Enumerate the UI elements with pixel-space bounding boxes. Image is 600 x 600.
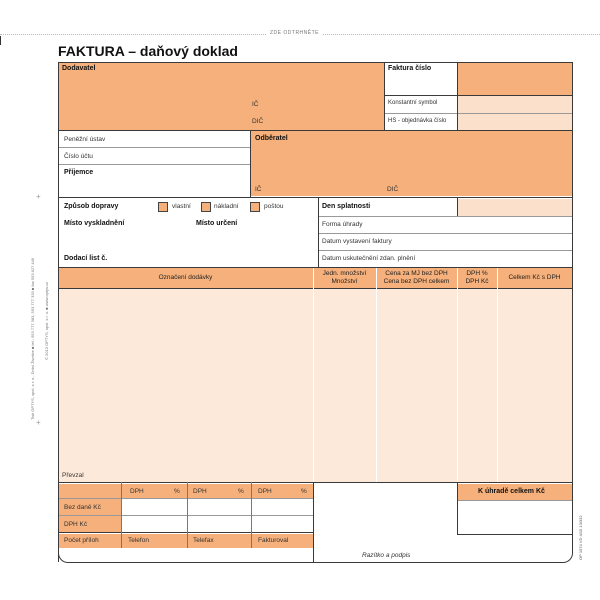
delivery-note-label: Dodací list č. [64,255,108,262]
rule [58,267,572,268]
invoice-number-label: Faktura číslo [388,65,432,72]
vat-row-vat-label: DPH Kč [64,521,88,528]
transport-checkbox-own[interactable] [158,202,168,212]
rule [58,515,313,516]
rule [384,113,572,114]
rule [318,197,319,268]
col-divider [457,268,458,482]
customer-label: Odběratel [255,135,288,142]
supplier-ic-label: IČ [252,101,259,108]
rule [251,482,252,548]
rule [458,534,572,535]
rule [58,164,250,165]
stamp-signature-area[interactable] [314,484,457,550]
vat-col1-pct: % [174,488,180,495]
col-price-2: Cena bez DPH celkem [383,278,450,285]
col-divider [313,268,314,482]
vat-base-1-field[interactable] [122,499,187,515]
plus-mark-bottom: + [36,418,41,427]
taxable-date-label: Datum uskutečnění zdan. plnění [322,255,416,262]
col-vat-2: DPH Kč [465,278,489,285]
transport-option-freight: nákladní [214,203,239,210]
supplier-dic-label: DIČ [252,118,264,125]
rule [384,62,385,130]
due-date-field[interactable] [458,199,572,216]
order-number-field[interactable] [458,114,572,130]
rule [58,197,572,198]
vat-row-base-label: Bez daně Kč [64,504,101,511]
fax-label: Telefax [193,537,214,544]
received-by-label: Převzal [62,472,84,479]
rule [384,95,572,96]
rule [572,62,573,550]
issue-date-label: Datum vystavení faktury [322,238,392,245]
rule [187,482,188,548]
rule [58,147,250,148]
supplier-area[interactable] [58,62,384,130]
corner-mark [0,36,1,45]
invoiced-by-label: Fakturoval [258,537,289,544]
col-unit-1: Jedn. množství [322,270,367,277]
transport-option-own: vlastní [172,203,191,210]
payment-form-label: Forma úhrady [322,221,363,228]
page-title: FAKTURA – daňový doklad [58,43,238,59]
col-vat-1: DPH % [466,270,488,277]
rule [58,62,59,562]
customer-ic-label: IČ [255,186,262,193]
order-number-label: HS - objednávka číslo [388,118,447,124]
transport-checkbox-freight[interactable] [201,202,211,212]
table-body[interactable] [58,288,572,482]
stamp-signature-label: Razítko a podpis [362,552,411,559]
col-price-1: Cena za MJ bez DPH [385,270,448,277]
col-unit-2: Množství [331,278,358,285]
printer-copyright: © 2013 OPTYS, spol. s r. o. ■ www.optys.cz [44,281,49,360]
vat-col2-header: DPH [193,488,207,495]
vat-header-row [58,484,313,498]
attachments-label: Počet příloh [64,537,99,544]
rule [58,532,313,533]
transport-checkbox-post[interactable] [250,202,260,212]
vat-col3-pct: % [301,488,307,495]
dispatch-place-label: Místo vyskladnění [64,220,125,227]
due-date-label: Den splatnosti [322,203,371,210]
constant-symbol-label: Konstantní symbol [388,100,438,106]
customer-area[interactable] [250,131,572,196]
rule [250,130,251,197]
rule [457,197,458,216]
rule [58,288,572,289]
vat-col2-pct: % [238,488,244,495]
phone-label: Telefon [128,537,149,544]
vat-col1-header: DPH [130,488,144,495]
destination-label: Místo určení [196,220,238,227]
printer-info: Tisk OPTYS, spol. s r. o., Dolní Životice ■ tel.: 553 777 383, 553 777 333 ■ fax 553 627 449 [30,257,35,420]
vat-col3-header: DPH [258,488,272,495]
supplier-label: Dodavatel [62,65,96,72]
rule [318,233,572,234]
transport-option-post: poštou [264,203,284,210]
total-due-field[interactable] [458,501,572,534]
col-total: Celkem Kč s DPH [508,274,561,281]
rule [58,482,572,483]
vat-base-3-field[interactable] [252,499,313,515]
rule [457,62,458,130]
invoice-number-field[interactable] [458,62,572,95]
rule [318,250,572,251]
rule [318,216,572,217]
transport-label: Způsob dopravy [64,203,119,210]
tear-note: ZDE ODTRHNĚTE [266,30,323,36]
rule [121,482,122,548]
form-code: OP 1074 VD 4/15 13/332 [578,515,583,560]
bank-label: Peněžní ústav [64,136,106,143]
rule [58,130,572,131]
constant-symbol-field[interactable] [458,96,572,113]
total-due-label: K úhradě celkem Kč [478,488,545,495]
col-divider [497,268,498,482]
customer-dic-label: DIČ [387,186,399,193]
col-divider [376,268,377,482]
rule [58,62,572,63]
account-label: Číslo účtu [64,153,93,160]
col-description: Označení dodávky [158,274,213,281]
recipient-label: Příjemce [64,169,94,176]
plus-mark-top: + [36,192,41,201]
vat-base-2-field[interactable] [188,499,251,515]
